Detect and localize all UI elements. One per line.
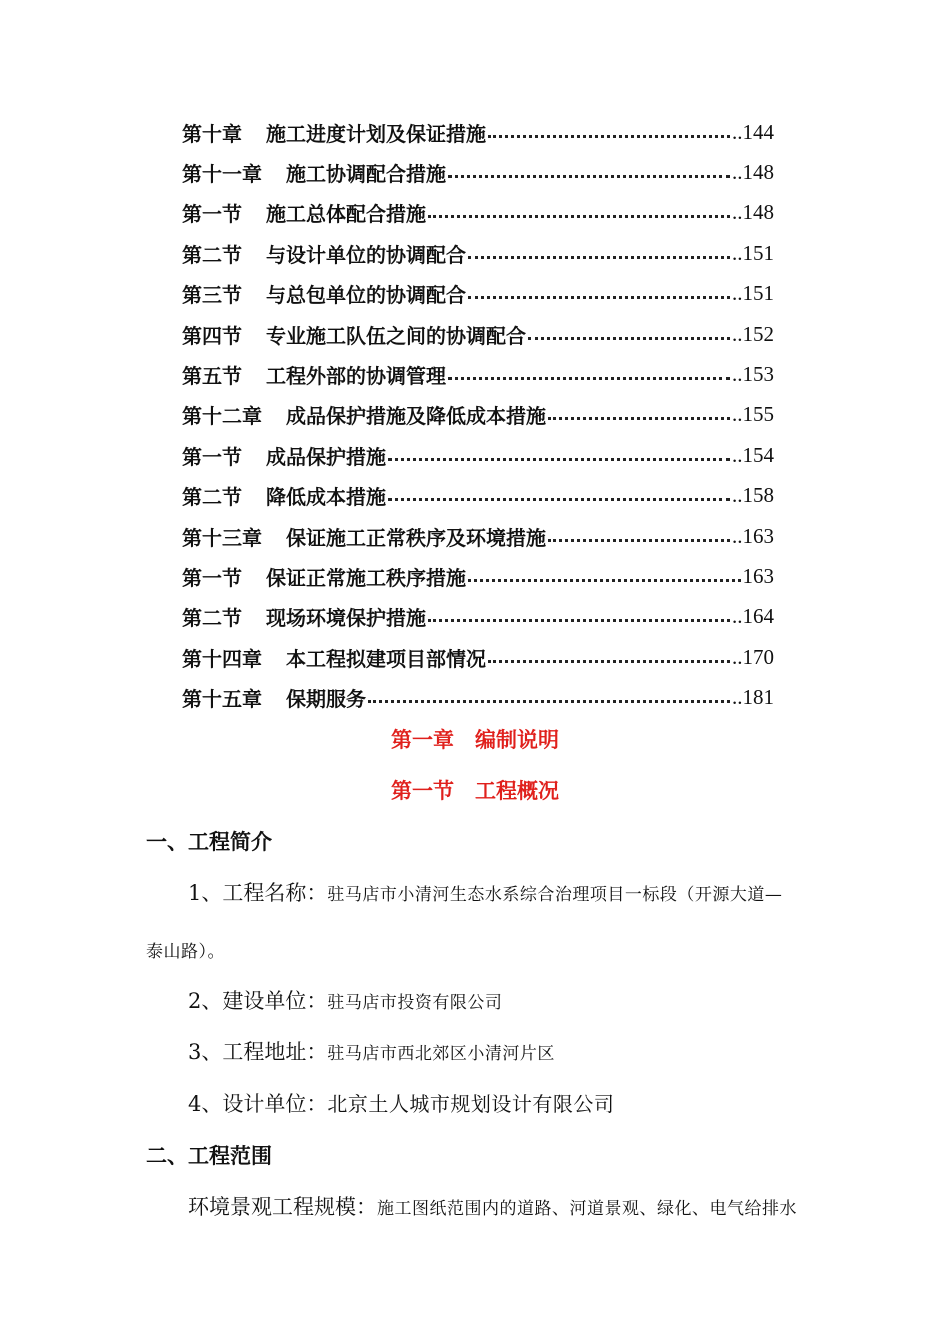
- toc-leader-dots: [548, 397, 730, 420]
- toc-label: 第二节: [182, 242, 242, 267]
- toc-row: [182, 233, 774, 273]
- toc-page-number: ..154: [732, 442, 774, 467]
- toc-leader-dots: [448, 357, 730, 380]
- scope-label: 环境景观工程规模：: [188, 1195, 377, 1219]
- toc-label: 第一节: [182, 202, 242, 227]
- toc-row: [182, 597, 774, 637]
- item-owner: [188, 985, 502, 1015]
- toc-page-number: 163: [742, 563, 774, 588]
- toc-label: 第四节: [182, 323, 242, 348]
- toc-title: 专业施工队伍之间的协调配合: [266, 323, 526, 348]
- toc-row: [182, 152, 774, 192]
- toc-row: [182, 193, 774, 233]
- toc-label: 第十章: [182, 121, 242, 146]
- toc-page-number: ..181: [732, 685, 774, 710]
- toc-row: [182, 395, 774, 435]
- item-project-name-cont: [146, 937, 225, 962]
- item-address: [188, 1036, 555, 1066]
- toc-leader-dots: [428, 195, 730, 218]
- toc-label: 第十一章: [182, 162, 262, 187]
- toc-label: 第二节: [182, 485, 242, 510]
- toc-row: [182, 637, 774, 677]
- toc-title: 成品保护措施: [266, 444, 386, 469]
- toc-leader-dots: [388, 438, 730, 461]
- toc-label: 第二节: [182, 606, 242, 631]
- toc-label: 第一节: [182, 444, 242, 469]
- scope-text: 施工图纸范围内的道路、河道景观、绿化、电气给排水: [377, 1199, 797, 1219]
- toc-title: 保证正常施工秩序措施: [266, 565, 466, 590]
- toc-label: 第十五章: [182, 687, 262, 712]
- item-project-name: [188, 877, 782, 907]
- part1-title: 一、工程简介: [146, 829, 272, 854]
- item-label: 3、工程地址：: [188, 1040, 328, 1064]
- toc-page-number: ..153: [732, 362, 774, 387]
- toc-leader-dots: [468, 236, 730, 259]
- toc-label: 第十四章: [182, 646, 262, 671]
- toc-label: 第三节: [182, 283, 242, 308]
- toc-page-number: ..158: [732, 483, 774, 508]
- toc-page-number: ..151: [732, 281, 774, 306]
- toc-title: 成品保护措施及降低成本措施: [286, 404, 546, 429]
- toc-label: 第十二章: [182, 404, 262, 429]
- section-heading: 第一节 工程概况: [391, 778, 559, 803]
- toc-title: 工程外部的协调管理: [266, 364, 446, 389]
- toc-page-number: ..164: [732, 604, 774, 629]
- toc-page-number: ..144: [732, 119, 774, 144]
- toc-leader-dots: [488, 640, 730, 663]
- toc-page-number: ..163: [732, 523, 774, 548]
- toc-leader-dots: [468, 559, 741, 582]
- toc-title: 与总包单位的协调配合: [266, 283, 466, 308]
- toc-row: [182, 435, 774, 475]
- toc-label: 第五节: [182, 364, 242, 389]
- item-value: 北京土人城市规划设计有限公司: [327, 1092, 615, 1116]
- toc-leader-dots: [428, 599, 730, 622]
- scope-paragraph: [188, 1191, 797, 1221]
- toc-row: [182, 677, 774, 717]
- toc-page-number: ..152: [732, 321, 774, 346]
- toc-row: [182, 476, 774, 516]
- item-value: 驻马店市投资有限公司: [327, 993, 503, 1013]
- toc-page-number: ..148: [732, 160, 774, 185]
- toc-title: 施工总体配合措施: [266, 202, 426, 227]
- item-value: 驻马店市小清河生态水系综合治理项目一标段（开源大道—: [327, 885, 783, 905]
- toc-leader-dots: [388, 478, 730, 501]
- toc-title: 本工程拟建项目部情况: [286, 646, 486, 671]
- toc-page-number: ..151: [732, 240, 774, 265]
- toc-leader-dots: [448, 155, 730, 178]
- item-label: 1、工程名称：: [188, 881, 328, 905]
- toc-title: 施工进度计划及保证措施: [266, 121, 486, 146]
- chapter-heading: 第一章 编制说明: [391, 727, 559, 752]
- toc-page-number: ..170: [732, 644, 774, 669]
- item-value: 驻马店市西北郊区小清河片区: [327, 1044, 555, 1064]
- toc-title: 保证施工正常秩序及环境措施: [286, 525, 546, 550]
- toc-page-number: ..155: [732, 402, 774, 427]
- item-designer: [188, 1088, 614, 1118]
- toc-title: 施工协调配合措施: [286, 162, 446, 187]
- toc-row: [182, 274, 774, 314]
- toc-row: [182, 556, 774, 596]
- toc-page-number: ..148: [732, 200, 774, 225]
- toc-leader-dots: [368, 680, 730, 703]
- toc-leader-dots: [468, 276, 730, 299]
- toc-row: [182, 516, 774, 556]
- toc-label: 第一节: [182, 565, 242, 590]
- toc-row: [182, 314, 774, 354]
- toc-leader-dots: [548, 519, 730, 542]
- toc-label: 第十三章: [182, 525, 262, 550]
- toc-leader-dots: [488, 115, 730, 138]
- toc-row: [182, 354, 774, 394]
- toc-row: [182, 112, 774, 152]
- item-label: 4、设计单位：: [188, 1092, 328, 1116]
- toc-title: 保期服务: [286, 687, 366, 712]
- item-label: 2、建设单位：: [188, 989, 328, 1013]
- toc-title: 降低成本措施: [266, 485, 386, 510]
- toc-leader-dots: [528, 317, 730, 340]
- item-value-cont: 泰山路）。: [146, 942, 225, 962]
- part2-title: 二、工程范围: [146, 1143, 272, 1168]
- toc-title: 与设计单位的协调配合: [266, 242, 466, 267]
- toc-title: 现场环境保护措施: [266, 606, 426, 631]
- table-of-contents: [182, 112, 774, 718]
